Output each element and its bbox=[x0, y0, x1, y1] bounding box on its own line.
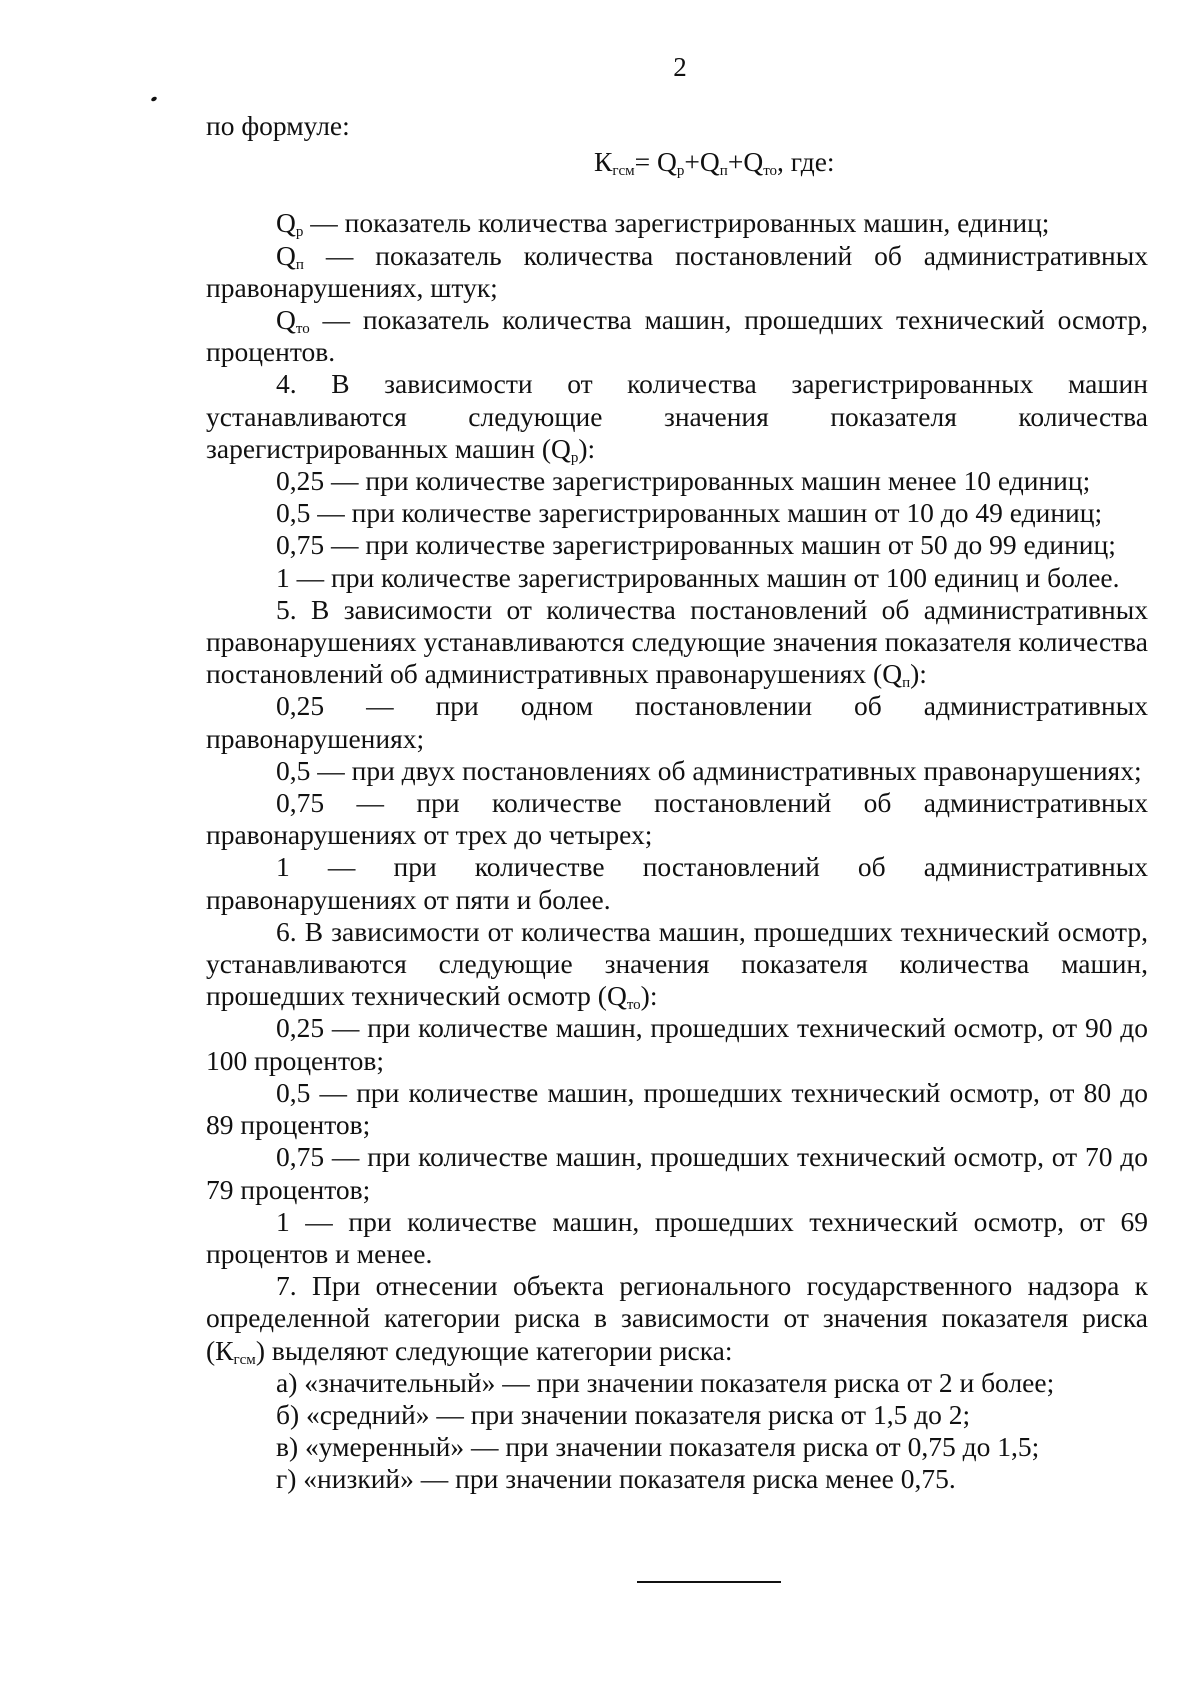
section-4-heading bbox=[206, 368, 1148, 465]
section-text-end: ): bbox=[640, 980, 658, 1012]
formula-plus-2: +Q bbox=[727, 146, 764, 178]
risk-category-item: а) «значительный» — при значении показателя риска от 2 и более; bbox=[276, 1366, 1055, 1398]
section-6-item: 0,25 — при количестве машин, прошедших технический осмотр, от 90 до 100 процентов; bbox=[206, 1012, 1148, 1076]
formula-k: К bbox=[594, 146, 613, 178]
section-text: 4. В зависимости от количества зарегистрированных машин устанавливаются следующие значения показателя количества зарегистрированных машин (Q bbox=[206, 368, 1148, 464]
formula-intro: по формуле: bbox=[206, 110, 350, 141]
definition-text: — показатель количества машин, прошедших технический осмотр, процентов. bbox=[206, 304, 1148, 368]
formula-plus-1: +Q bbox=[684, 146, 720, 178]
scan-speck bbox=[150, 96, 157, 102]
definition-text: — показатель количества постановлений об административных правонарушениях, штук; bbox=[206, 239, 1148, 303]
section-6-item: 0,75 — при количестве машин, прошедших технический осмотр, от 70 до 79 процентов; bbox=[206, 1141, 1148, 1205]
section-text: 7. При отнесении объекта регионального государственного надзора к определенной категории риска в зависимости от значения показателя риска (К bbox=[206, 1270, 1148, 1366]
risk-category-item: б) «средний» — при значении показателя риска от 1,5 до 2; bbox=[276, 1398, 971, 1430]
section-4-item: 0,75 — при количестве зарегистрированных машин от 50 до 99 единиц; bbox=[276, 529, 1116, 561]
section-5-item: 1 — при количестве постановлений об административных правонарушениях от пяти и более. bbox=[206, 851, 1148, 915]
definition-text: — показатель количества зарегистрированных машин, единиц; bbox=[303, 207, 1050, 239]
document-body bbox=[206, 110, 1148, 1496]
section-5-heading bbox=[206, 594, 1148, 691]
formula-eq: = Q bbox=[634, 146, 677, 178]
end-rule bbox=[637, 1581, 781, 1583]
formula-k-sub: гсм bbox=[612, 163, 635, 180]
section-4-item: 0,25 — при количестве зарегистрированных машин менее 10 единиц; bbox=[276, 465, 1091, 497]
section-6-item: 1 — при количестве машин, прошедших технический осмотр, от 69 процентов и менее. bbox=[206, 1205, 1148, 1269]
formula-qto-sub: то bbox=[763, 163, 778, 180]
symbol-q: Q bbox=[276, 239, 296, 271]
formula-qp-sub: р bbox=[676, 163, 685, 180]
symbol-sub: р bbox=[295, 224, 304, 241]
symbol-sub: р bbox=[570, 449, 579, 466]
definition-qp bbox=[206, 207, 1148, 239]
risk-category-item: г) «низкий» — при значении показателя риска менее 0,75. bbox=[276, 1463, 956, 1495]
section-text-end: ) выделяют следующие категории риска: bbox=[255, 1334, 733, 1366]
formula-tail: , где: bbox=[777, 146, 835, 178]
section-5-item: 0,5 — при двух постановлениях об административных правонарушениях; bbox=[276, 754, 1142, 786]
section-text: 6. В зависимости от количества машин, прошедших технический осмотр, устанавливаются следующие значения показателя количества машин, прошедших технический осмотр (Q bbox=[206, 915, 1148, 1012]
section-4-item: 0,5 — при количестве зарегистрированных машин от 10 до 49 единиц; bbox=[276, 497, 1103, 529]
symbol-sub: п bbox=[295, 256, 304, 273]
section-7-heading bbox=[206, 1270, 1148, 1367]
risk-category-item: в) «умеренный» — при значении показателя риска от 0,75 до 1,5; bbox=[276, 1431, 1040, 1463]
definition-qn bbox=[206, 240, 1148, 304]
symbol-q: Q bbox=[276, 304, 296, 336]
section-5-item: 0,75 — при количестве постановлений об административных правонарушениях от трех до четырех; bbox=[206, 787, 1148, 851]
page-number: 2 bbox=[673, 52, 687, 82]
section-text-end: ): bbox=[910, 658, 927, 690]
section-text-end: ): bbox=[578, 432, 596, 464]
section-6-heading bbox=[206, 916, 1148, 1013]
risk-formula bbox=[206, 146, 1148, 178]
section-5-item: 0,25 — при одном постановлении об административных правонарушениях; bbox=[206, 690, 1148, 754]
symbol-sub: то bbox=[295, 321, 310, 338]
symbol-q: Q bbox=[276, 207, 296, 239]
formula-qn-sub: п bbox=[719, 163, 728, 180]
section-4-item: 1 — при количестве зарегистрированных машин от 100 единиц и более. bbox=[276, 561, 1120, 593]
symbol-sub: п bbox=[902, 675, 911, 692]
section-text: 5. В зависимости от количества постановлений об административных правонарушениях устанавливаются следующие значения показателя количества постановлений об административных правонарушениях (Q bbox=[206, 593, 1148, 690]
definition-qto bbox=[206, 304, 1148, 368]
symbol-sub: то bbox=[626, 997, 641, 1014]
symbol-sub: гсм bbox=[233, 1351, 256, 1368]
section-6-item: 0,5 — при количестве машин, прошедших технический осмотр, от 80 до 89 процентов; bbox=[206, 1076, 1148, 1141]
